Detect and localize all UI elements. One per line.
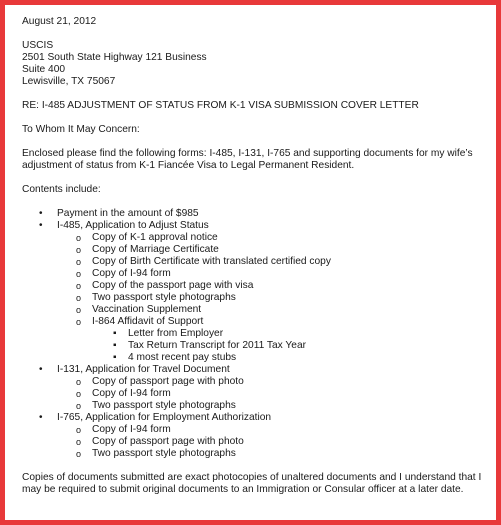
circle-bullet-icon: o (76, 437, 82, 447)
circle-bullet-icon: o (76, 293, 82, 303)
cover-letter (22, 16, 492, 496)
address-line: Suite 400 (22, 64, 66, 75)
circle-bullet-icon: o (76, 425, 82, 435)
square-bullet-icon: ▪ (113, 352, 117, 363)
list-item: o Copy of the passport page with visa (76, 280, 254, 291)
recipient-address (22, 40, 492, 88)
circle-bullet-icon: o (76, 245, 82, 255)
circle-bullet-icon: o (76, 233, 82, 243)
square-bullet-icon: ▪ (113, 340, 117, 351)
list-item: o Two passport style photographs (76, 292, 236, 303)
salutation: To Whom It May Concern: (22, 124, 140, 135)
list-item: o Copy of I-94 form (76, 388, 171, 399)
circle-bullet-icon: o (76, 281, 82, 291)
list-item: • I-765, Application for Employment Authorization (39, 412, 272, 423)
list-item: ▪ Tax Return Transcript for 2011 Tax Year (113, 340, 306, 351)
square-bullet-icon: ▪ (113, 328, 117, 339)
list-item: • I-131, Application for Travel Document (39, 364, 230, 375)
address-line: USCIS (22, 40, 54, 51)
circle-bullet-icon: o (76, 257, 82, 267)
circle-bullet-icon: o (76, 317, 82, 327)
address-line: 2501 South State Highway 121 Business (22, 52, 207, 63)
list-item: o Copy of I-94 form (76, 268, 171, 279)
list-item: o Vaccination Supplement (76, 304, 202, 315)
circle-bullet-icon: o (76, 401, 82, 411)
list-item: o Copy of Birth Certificate with translated certified copy (76, 256, 331, 267)
list-item: o I-864 Affidavit of Support (76, 316, 204, 327)
list-item: o Two passport style photographs (76, 448, 236, 459)
circle-bullet-icon: o (76, 305, 82, 315)
address-line: Lewisville, TX 75067 (22, 76, 116, 87)
bullet-icon: • (39, 220, 43, 231)
list-item: ▪ 4 most recent pay stubs (113, 352, 237, 363)
contents-list (22, 208, 492, 460)
contents-heading: Contents include: (22, 184, 101, 195)
list-item: • Payment in the amount of $985 (39, 208, 199, 219)
list-item: o Two passport style photographs (76, 400, 236, 411)
list-item: o Copy of K-1 approval notice (76, 232, 218, 243)
list-item: ▪ Letter from Employer (113, 328, 224, 339)
intro-paragraph: Enclosed please find the following forms: I-485, I-131, I-765 and supporting documents for my wife’s adjustment of status from K-1 Fiancée Visa to Legal Permanent Resident. (22, 148, 473, 171)
list-item: o Copy of I-94 form (76, 424, 171, 435)
bullet-icon: • (39, 412, 43, 423)
closing-paragraph: Copies of documents submitted are exact photocopies of unaltered documents and I understand that I may be required to submit original documents to an Immigration or Consular officer at a later date. (22, 472, 482, 495)
letter-date: August 21, 2012 (22, 16, 97, 27)
list-item: • I-485, Application to Adjust Status (39, 220, 209, 231)
circle-bullet-icon: o (76, 377, 82, 387)
circle-bullet-icon: o (76, 389, 82, 399)
circle-bullet-icon: o (76, 449, 82, 459)
list-item: o Copy of passport page with photo (76, 376, 244, 387)
bullet-icon: • (39, 364, 43, 375)
list-item: o Copy of passport page with photo (76, 436, 244, 447)
bullet-icon: • (39, 208, 43, 219)
circle-bullet-icon: o (76, 269, 82, 279)
subject-line: RE: I-485 ADJUSTMENT OF STATUS FROM K-1 VISA SUBMISSION COVER LETTER (22, 100, 419, 111)
list-item: o Copy of Marriage Certificate (76, 244, 219, 255)
